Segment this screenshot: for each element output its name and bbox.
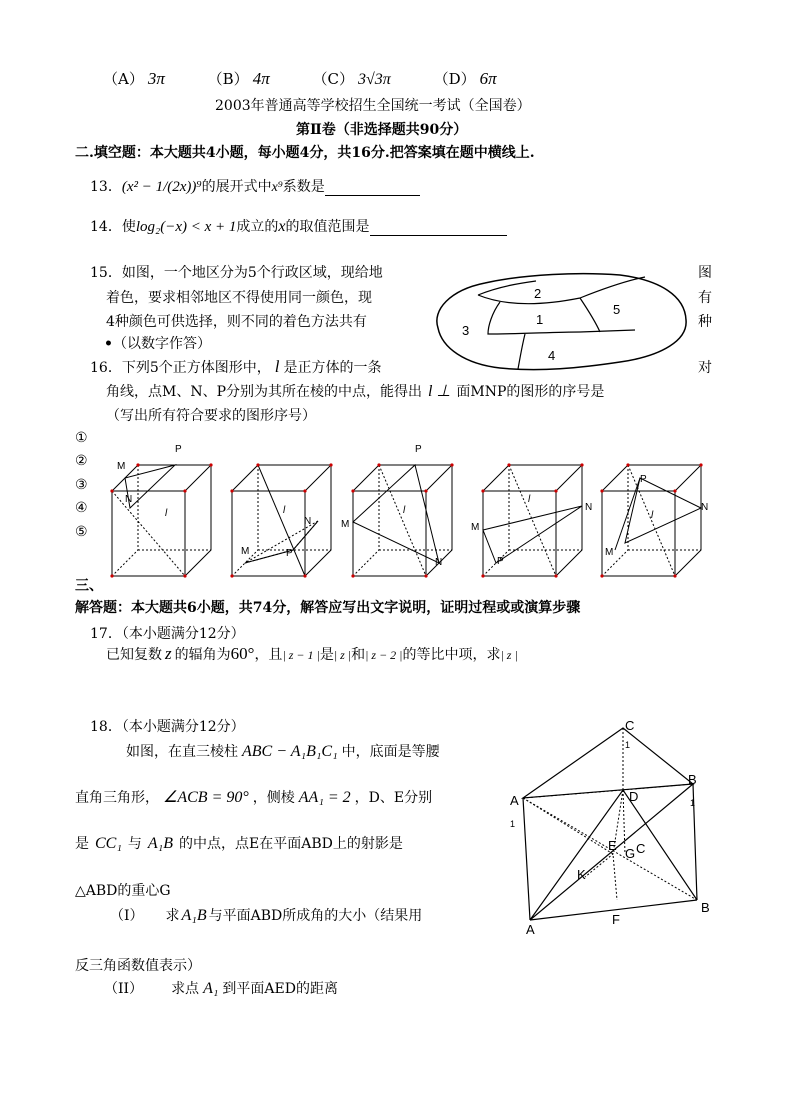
q18-part2-text-b: 到平面AED的距离 <box>222 981 338 997</box>
cube1-label-l: l <box>165 508 168 519</box>
cube2-label-m: M <box>241 546 250 557</box>
region-label-2: 2 <box>534 286 542 301</box>
cube3-label-p: P <box>415 444 422 455</box>
cube2-label-l: l <box>283 505 286 516</box>
q16-text-1b: 是正方体的一条 <box>283 360 382 376</box>
region-label-1: 1 <box>536 312 544 327</box>
fig-label-c: C <box>636 841 646 856</box>
region-label-3: 3 <box>462 323 470 338</box>
fig-label-b: B <box>701 900 710 915</box>
region-label-5: 5 <box>613 302 621 317</box>
answer-options-row <box>103 68 497 89</box>
q17-expr-4: | z | <box>500 648 518 662</box>
q18-part2 <box>104 978 338 998</box>
q17-text-b: 的辐角为 <box>174 647 231 663</box>
q14-tail: 的取值范围是 <box>285 219 370 235</box>
cube-figure-1 <box>112 465 211 576</box>
q13-answer-blank[interactable] <box>325 181 420 196</box>
q18-text-3c: 的中点，点E在平面ABD上的射影是 <box>179 836 403 852</box>
fig-label-b1-sub: 1 <box>690 798 696 808</box>
q18-prism: ABC − A₁B₁C₁ <box>242 743 338 760</box>
q18-part1-cont: 反三角函数值表示） <box>75 958 201 974</box>
fig-label-a1: A <box>510 793 519 808</box>
q18-text-3b: 与 <box>127 836 142 852</box>
q13-number: 13． <box>90 179 122 195</box>
q17-text-f: 的等比中项，求 <box>402 647 501 663</box>
q17-z: z <box>165 644 172 663</box>
q18-part2-label: （II） <box>104 981 144 997</box>
volume-title: 第Ⅱ卷（非选择题共90分） <box>296 122 468 138</box>
q18-cc1: CC₁ <box>95 835 122 852</box>
fig-label-g: G <box>625 846 636 861</box>
option-a-value: 3π <box>147 69 165 88</box>
q14-answer-blank[interactable] <box>370 221 507 236</box>
q18-text-1b: 中，底面是等腰 <box>341 744 440 760</box>
fig-label-c1: C <box>625 718 635 733</box>
option-c-label: （C） <box>312 70 354 88</box>
cube1-label-n: N <box>125 494 133 505</box>
q17-text-d: 是 <box>319 647 334 663</box>
q14-number: 14．使 <box>90 219 136 235</box>
q18-part2-expr: A₁ <box>203 980 219 997</box>
q13-variable: x⁹ <box>271 180 283 195</box>
q16-line1 <box>90 357 381 377</box>
q15-line2: 着色，要求相邻地区不得使用同一颜色，现 <box>106 290 372 306</box>
q15-line3: 4种颜色可供选择，则不同的着色方法共有 <box>106 314 367 330</box>
cube4-label-m: M <box>471 522 480 533</box>
q18-line4: △ABD的重心G <box>75 883 171 899</box>
cube3-label-l: l <box>403 505 406 516</box>
q16-text-2c: 面MNP的图形的序号是 <box>456 384 605 400</box>
option-b-value: 4π <box>252 69 270 88</box>
cube5-label-m: M <box>605 547 614 558</box>
q14-expression: log₂(−x) < x + 1 <box>135 219 237 235</box>
fig-label-f: F <box>612 912 620 927</box>
q15-text-1: 如图，一个地区分为5个行政区域，现给地 <box>121 265 383 281</box>
cube3-label-n: N <box>435 557 443 568</box>
q18-text-1a: 如图，在直三棱柱 <box>126 744 238 760</box>
q13-text: 的展开式中 <box>201 179 272 195</box>
option-d-label: （D） <box>433 70 476 88</box>
cube3-label-m: M <box>341 519 350 530</box>
q14-text: 成立的 <box>236 219 279 235</box>
q16-line3: （写出所有符合要求的图形序号） <box>106 408 316 424</box>
q18-text-2b: ，侧棱 <box>252 790 295 806</box>
q18-text-2c: ，D、E分别 <box>354 790 433 806</box>
region-label-4: 4 <box>548 348 556 363</box>
q18-prism-figure <box>505 712 720 934</box>
q17-text-e: 和 <box>351 647 366 663</box>
q17-angle: 60° <box>230 644 255 663</box>
cube4-label-l: l <box>528 494 531 505</box>
q18-text-3a: 是 <box>75 836 89 852</box>
q15-line1-end: 图 <box>698 265 712 281</box>
q15-line3-end: 种 <box>698 314 712 330</box>
cube2-label-p: P <box>286 548 293 559</box>
q17-expr-3: | z − 2 | <box>365 648 403 662</box>
option-d-value: 6π <box>479 69 497 88</box>
cube5-label-n: N <box>701 502 709 513</box>
q17-text-a: 已知复数 <box>106 647 162 663</box>
q13-expression: (x² − 1/(2x))⁹ <box>121 179 202 195</box>
exam-title: 2003年普通高等学校招生全国统一考试（全国卷） <box>215 98 531 114</box>
q16-index-3: ③ <box>75 477 88 493</box>
q13-tail: 系数是 <box>282 179 325 195</box>
cube4-label-n: N <box>585 502 593 513</box>
q18-line2 <box>75 787 432 807</box>
q17-header: 17．（本小题满分12分） <box>90 626 245 642</box>
q18-line3 <box>75 833 403 853</box>
q17-expr-2: | z | <box>333 648 352 662</box>
q16-cube-figures <box>105 438 725 586</box>
q16-text-1a: 下列5个正方体图形中， <box>121 360 271 376</box>
q16-index-4: ④ <box>75 500 88 516</box>
q18-text-2a: 直角三角形， <box>75 790 159 806</box>
q16-index-5: ⑤ <box>75 524 88 540</box>
q15-text-4: （以数字作答） <box>112 336 211 352</box>
q16-line1-end: 对 <box>698 360 712 376</box>
cube1-label-m: M <box>117 461 126 472</box>
question-14 <box>90 216 507 236</box>
q15-line2-end: 有 <box>698 290 712 306</box>
q18-part2-text-a: 求点 <box>171 981 200 997</box>
q15-region-map <box>430 268 692 374</box>
fig-label-d: D <box>629 789 639 804</box>
option-a-label: （A） <box>103 70 144 88</box>
q18-part1 <box>110 905 422 925</box>
cube5-label-p: P <box>640 474 647 485</box>
fig-label-k: K <box>577 867 586 882</box>
section2-header: 二.填空题：本大题共4小题，每小题4分，共16分.把答案填在题中横线上. <box>75 145 535 161</box>
question-13 <box>90 176 420 196</box>
section3-number: 三、 <box>75 578 103 594</box>
q15-line1 <box>90 262 383 282</box>
q15-number: 15． <box>90 265 122 281</box>
q16-index-1: ① <box>75 430 88 446</box>
q17-expr-1: | z − 1 | <box>282 648 320 662</box>
q16-perp-expr: l ⊥ <box>428 383 451 400</box>
q14-variable: x <box>278 218 286 235</box>
option-b-label: （B） <box>207 70 249 88</box>
option-c-value: 3√3π <box>357 71 391 88</box>
q16-line2 <box>106 381 604 401</box>
q18-part1-expr: A₁B <box>181 907 207 924</box>
q15-line4: •（以数字作答） <box>104 336 211 352</box>
section3-header: 解答题：本大题共6小题，共74分，解答应写出文字说明，证明过程或或演算步骤 <box>75 600 581 616</box>
q18-aa1: AA₁ = 2 <box>298 789 351 806</box>
cube5-label-l: l <box>651 510 654 521</box>
q18-a1b: A₁B <box>147 835 174 852</box>
q17-body <box>106 644 518 664</box>
fig-label-b1: B <box>688 772 697 787</box>
cube2-label-n: N <box>304 516 312 527</box>
q16-number: 16． <box>90 360 122 376</box>
fig-label-c1-sub: 1 <box>625 740 631 750</box>
q18-part1-label: （I） <box>110 908 144 924</box>
q18-header: 18．（本小题满分12分） <box>90 719 245 735</box>
q16-index-2: ② <box>75 453 88 469</box>
q18-part1-text-a: 求 <box>165 908 180 924</box>
q18-angle: ∠ACB = 90° <box>163 789 249 806</box>
q16-text-2a: 角线，点M、N、P分别为其所在棱的中点，能得出 <box>106 384 423 400</box>
q17-text-c: ，且 <box>254 647 283 663</box>
fig-label-e: E <box>608 838 617 853</box>
cube1-label-p: P <box>175 444 182 455</box>
cube4-label-p: P <box>497 556 504 567</box>
cube-figure-2 <box>232 465 331 576</box>
q18-line1 <box>126 741 440 761</box>
q16-l-variable: l <box>274 357 280 376</box>
fig-label-a1-sub: 1 <box>510 819 516 829</box>
q18-part1-text-b: 与平面ABD所成角的大小（结果用 <box>208 908 423 924</box>
fig-label-a: A <box>526 922 535 934</box>
